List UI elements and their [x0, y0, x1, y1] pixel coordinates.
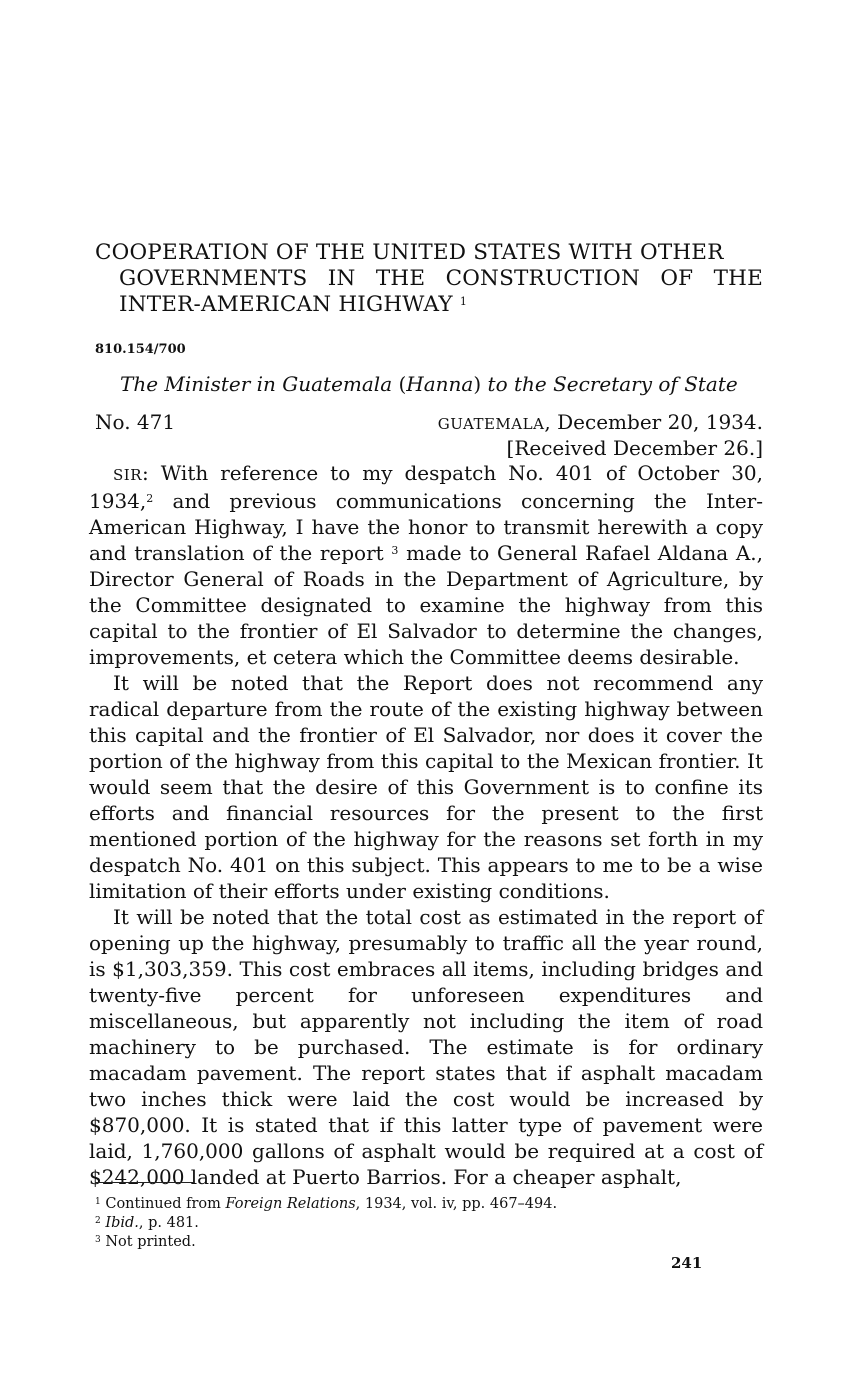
- footnote-2-mark: 2: [95, 1216, 101, 1226]
- footnote-1: [95, 1194, 763, 1213]
- title-line-3-text: INTER-AMERICAN HIGHWAY: [119, 292, 453, 317]
- paragraph-1: [89, 460, 763, 670]
- footnote-1-mark: 1: [95, 1197, 101, 1207]
- heading-part-2: to the Secretary of State: [481, 372, 738, 396]
- received-date: [Received December 26.]: [506, 436, 763, 460]
- footnote-ref-2: 2: [146, 492, 154, 505]
- footnote-ref-3: 3: [391, 544, 399, 557]
- document-heading: [120, 372, 760, 396]
- salutation: SIR: [113, 466, 142, 484]
- despatch-date: , December 20, 1934.: [544, 410, 763, 434]
- title-line-3: [95, 292, 763, 318]
- letter-body: [89, 460, 763, 1190]
- heading-name: Hanna: [406, 372, 474, 396]
- paragraph-1-b: and previous communications concerning the Inter-American Highway, I have the honor to transmit herewith a copy and translation of the report: [89, 489, 763, 565]
- footnote-3-text: Not printed.: [105, 1234, 196, 1250]
- footnote-3: [95, 1232, 763, 1251]
- despatch-place: GUATEMALA: [437, 415, 545, 433]
- title-footnote-ref: 1: [459, 295, 468, 308]
- title-line-2: GOVERNMENTS IN THE CONSTRUCTION OF THE: [119, 266, 763, 291]
- footnote-3-mark: 3: [95, 1235, 101, 1245]
- paragraph-3: It will be noted that the total cost as estimated in the report of opening up the highway, presumably to traffic all the year round, is $1,303,359. This cost embraces all items, including bridges and twenty-five percent for unforeseen expenditures and miscellaneous, but apparently not including the item of road machinery to be purchased. The estimate is for ordinary macadam pavement. The report states that if asphalt macadam two inches thick were laid the cost would be increased by $870,000. It is stated that if this latter type of pavement were laid, 1,760,000 gallons of asphalt would be required at a cost of $242,000 landed at Puerto Barrios. For a cheaper asphalt,: [89, 905, 763, 1189]
- footnote-2-italic: Ibid.: [105, 1215, 139, 1231]
- file-number: 810.154/700: [95, 342, 186, 357]
- heading-paren-close: ): [473, 372, 482, 396]
- footnote-1-text-a: Continued from: [105, 1196, 226, 1212]
- heading-part-1: The Minister in Guatemala: [120, 372, 399, 396]
- page-title: [95, 240, 763, 318]
- footnote-1-italic: Foreign Relations: [225, 1196, 356, 1212]
- despatch-place-date: [438, 410, 763, 434]
- footnote-1-text-b: , 1934, vol. iv, pp. 467–494.: [355, 1196, 558, 1212]
- footnote-2: [95, 1213, 763, 1232]
- paragraph-1-a: : With reference to my despatch No. 401 of October 30, 1934,: [89, 461, 763, 513]
- footnote-2-text-b: , p. 481.: [138, 1215, 199, 1231]
- page-number: 241: [671, 1254, 703, 1272]
- paragraph-2: It will be noted that the Report does not recommend any radical departure from the route of the existing highway between this capital and the frontier of El Salvador, nor does it cover the portion of the highway from this capital to the Mexican frontier. It would seem that the desire of this Government is to confine its efforts and financial resources for the present to the first mentioned portion of the highway for the reasons set forth in my despatch No. 401 on this subject. This appears to me to be a wise limitation of their efforts under existing conditions.: [89, 671, 763, 903]
- despatch-number: No. 471: [95, 410, 176, 434]
- paragraph-1-c: made to General Rafael Aldana A., Director General of Roads in the Department of Agriculture, by the Committee designated to examine the highway from this capital to the frontier of El Salvador to determine the changes, improvements, et cetera which the Committee deems desirable.: [89, 541, 763, 669]
- heading-paren-open: (: [398, 372, 407, 396]
- title-line-1: COOPERATION OF THE UNITED STATES WITH OTHER: [95, 240, 724, 265]
- footnotes: [95, 1194, 763, 1251]
- footnote-divider: [95, 1182, 193, 1183]
